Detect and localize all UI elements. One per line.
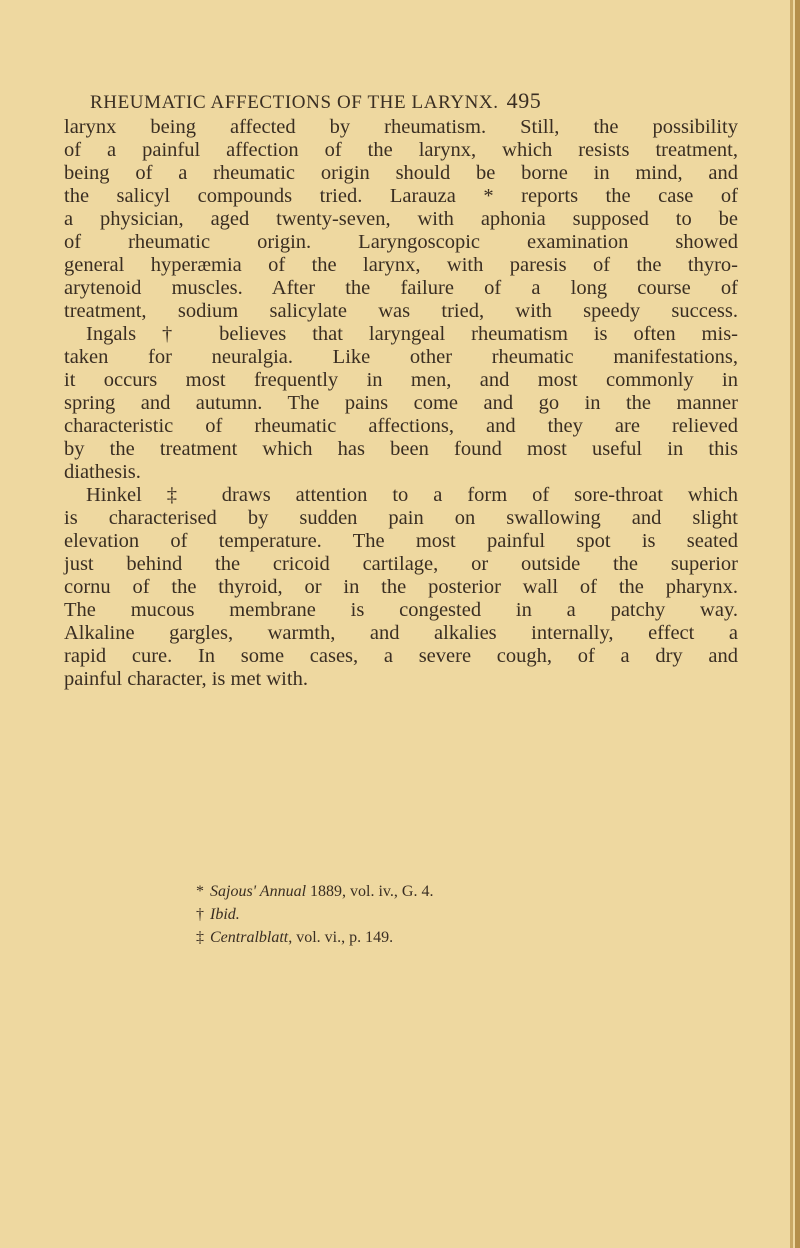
footnote-mark: † <box>196 906 204 923</box>
text-line: spring and autumn. The pains come and go in the manner <box>64 392 738 414</box>
text-line: being of a rheumatic origin should be borne in mind, and <box>64 162 738 184</box>
footnote <box>196 903 433 926</box>
text-line: elevation of temperature. The most painful spot is seated <box>64 530 738 552</box>
footnote-mark: ‡ <box>196 929 204 946</box>
page-edge <box>790 0 793 1248</box>
text-line: general hyperæmia of the larynx, with paresis of the thyro- <box>64 254 738 276</box>
running-header <box>90 88 600 114</box>
text-line: Alkaline gargles, warmth, and alkalies internally, effect a <box>64 622 738 644</box>
text-line: taken for neuralgia. Like other rheumatic manifestations, <box>64 346 738 368</box>
running-title: RHEUMATIC AFFECTIONS OF THE LARYNX. <box>90 92 499 113</box>
body-text <box>64 116 738 691</box>
text-line: a physician, aged twenty-seven, with aphonia supposed to be <box>64 208 738 230</box>
book-binding-edge <box>795 0 800 1248</box>
footnote-source: Centralblatt <box>210 929 289 946</box>
text-line: cornu of the thyroid, or in the posterior wall of the pharynx. <box>64 576 738 598</box>
footnotes <box>196 880 433 949</box>
text-line: treatment, sodium salicylate was tried, with speedy success. <box>64 300 738 322</box>
text-line: of rheumatic origin. Laryngoscopic examination showed <box>64 231 738 253</box>
text-line: Hinkel ‡ draws attention to a form of sore-throat which <box>86 484 738 506</box>
text-line: is characterised by sudden pain on swallowing and slight <box>64 507 738 529</box>
page-number: 495 <box>506 88 542 113</box>
footnote-mark: * <box>196 883 204 900</box>
text-line: by the treatment which has been found most useful in this <box>64 438 738 460</box>
footnote-source: Ibid. <box>210 906 240 923</box>
text-line: of a painful affection of the larynx, which resists treatment, <box>64 139 738 161</box>
text-line: painful character, is met with. <box>64 668 308 690</box>
footnote <box>196 926 433 949</box>
text-line: characteristic of rheumatic affections, and they are relieved <box>64 415 738 437</box>
text-line: the salicyl compounds tried. Larauza * reports the case of <box>64 185 738 207</box>
footnote-detail: , vol. vi., p. 149. <box>288 929 394 946</box>
text-line: rapid cure. In some cases, a severe cough, of a dry and <box>64 645 738 667</box>
footnote-source: Sajous' Annual <box>210 883 307 900</box>
text-line: it occurs most frequently in men, and most commonly in <box>64 369 738 391</box>
text-line: just behind the cricoid cartilage, or outside the superior <box>64 553 738 575</box>
footnote-detail: 1889, vol. iv., G. 4. <box>306 883 434 900</box>
text-line: diathesis. <box>64 461 141 483</box>
text-line: arytenoid muscles. After the failure of a long course of <box>64 277 738 299</box>
text-line: Ingals † believes that laryngeal rheumatism is often mis- <box>86 323 738 345</box>
text-line: larynx being affected by rheumatism. Still, the possibility <box>64 116 738 138</box>
footnote <box>196 880 433 903</box>
text-line: The mucous membrane is congested in a patchy way. <box>64 599 738 621</box>
